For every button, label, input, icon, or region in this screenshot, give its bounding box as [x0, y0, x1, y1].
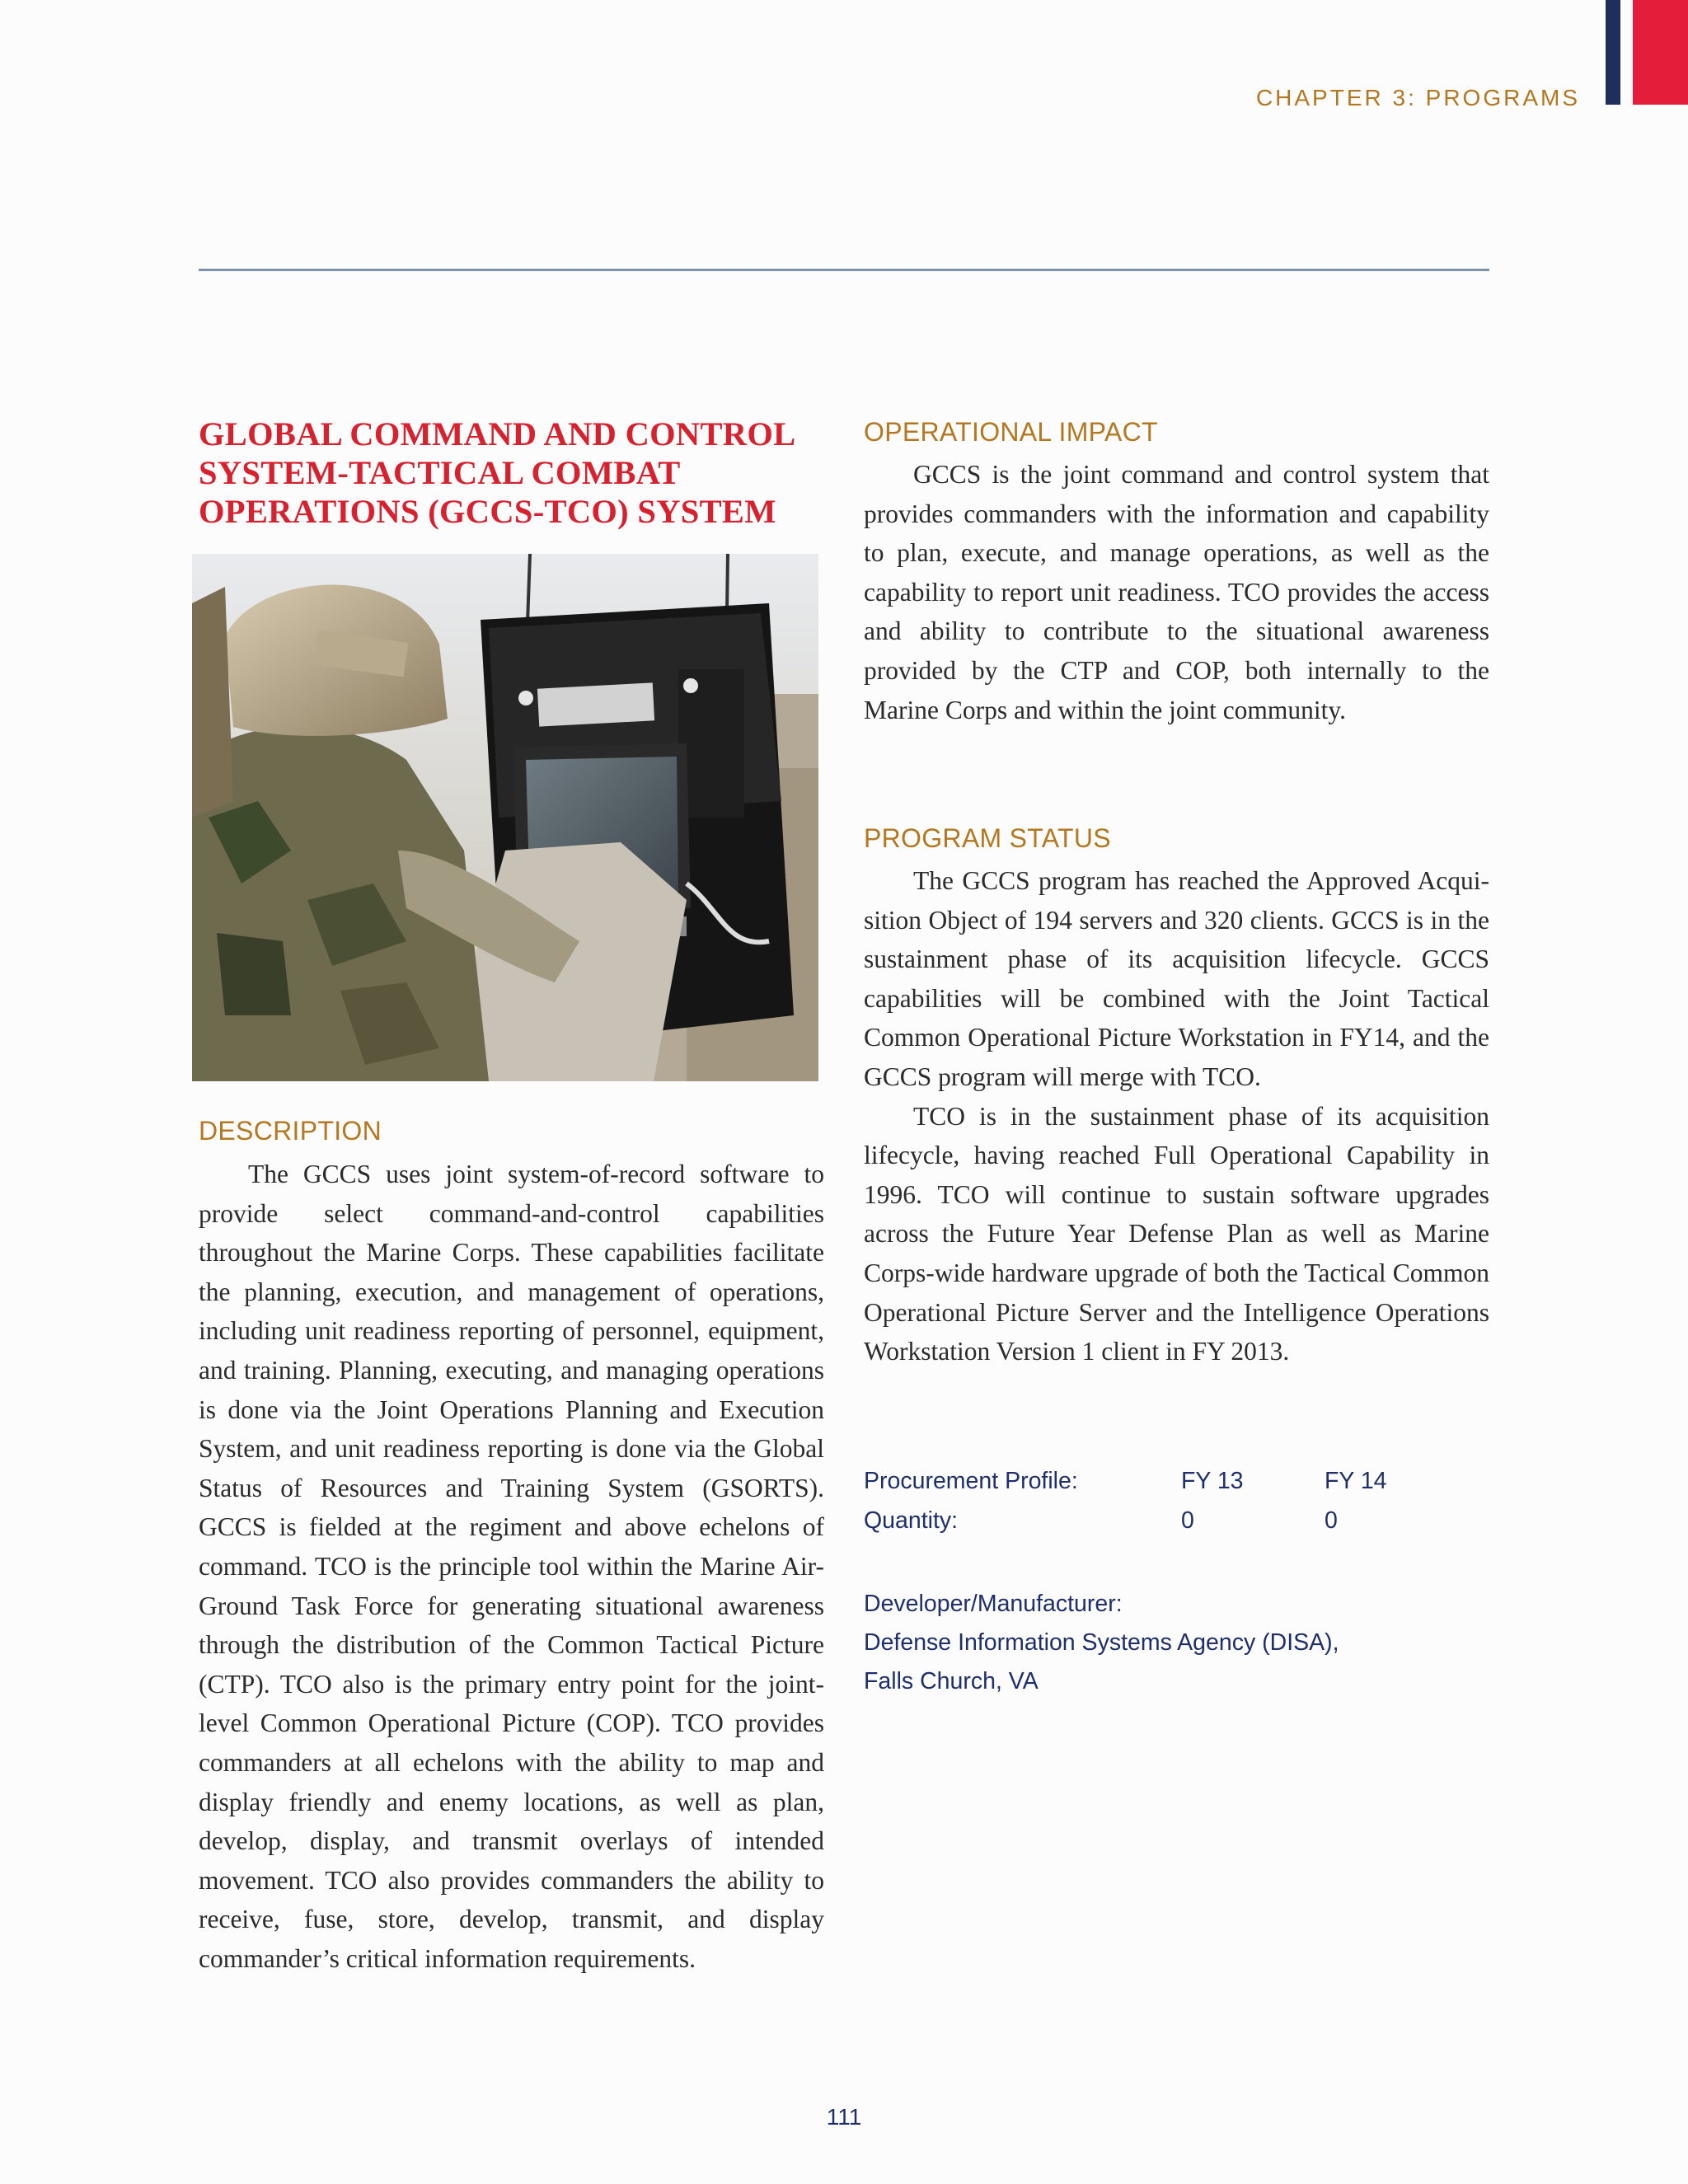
photo-marine-at-terminal-icon [192, 554, 818, 1081]
procurement-quantity-row [864, 1507, 1490, 1545]
operational-impact-paragraph: GCCS is the joint command and control system that provides commanders with the information and capability to plan, execute, and manage operations, as well as the capability to report unit readiness. TCO provides the access and ability to contribute to the situational awareness provided by the CTP and COP, both internally to the Marine Corps and within the joint community. [864, 460, 1489, 724]
quantity-fy14: 0 [1325, 1507, 1338, 1534]
title-line: OPERATIONS (GCCS-TCO) SYSTEM [199, 493, 776, 530]
quantity-fy13: 0 [1181, 1507, 1194, 1534]
title-line: GLOBAL COMMAND AND CONTROL [199, 415, 796, 452]
developer-location: Falls Church, VA [864, 1668, 1039, 1694]
developer-label: Developer/Manufacturer: [864, 1591, 1123, 1617]
description-paragraph: The GCCS uses joint system-of-record software to provide select command-and-control capabilities throughout the Marine Corps. These capabilities facilitate the planning, execution, and management of operations, including unit readiness reporting of personnel, equipment, and training. Planning, executing, and managing operations is done via the Joint Operations Planning and Execution System, and unit readiness reporting is done via the Global Status of Resources and Training System (GSORTS). GCCS is fielded at the regiment and above echelons of command. TCO is the principle tool within the Marine Air-Ground Task Force for generating situational awareness through the distribution of the Common Tactical Picture (CTP). TCO also is the primary entry point for the joint-level Common Operational Picture (COP). TCO provides commanders at all echelons with the ability to map and display friendly and enemy locations, as well as plan, develop, display, and transmit overlays of intended movement. TCO also provides commanders the ability to receive, fuse, store, develop, transmit, and display commander’s critical information requirements. [199, 1160, 824, 1973]
program-photo [192, 554, 818, 1081]
program-status-paragraph: The GCCS program has reached the Approved Acquisition Object of 194 servers and 320 clients. GCCS is in the sustainment phase of its acquisition lifecycle. GCCS capabilities will be combined with the Joint Tactical Common Operational Picture Workstation in FY14, and the GCCS program will merge with TCO. [864, 866, 1489, 1091]
developer-block [864, 1585, 1339, 1701]
procurement-label: Procurement Profile: [864, 1468, 1078, 1494]
page-number: 111 [826, 2104, 862, 2130]
program-status-heading: PROGRAM STATUS [864, 823, 1111, 853]
flag-stripe-blue [1606, 0, 1620, 105]
operational-impact-body [864, 455, 1489, 729]
procurement-fy13: FY 13 [1181, 1468, 1244, 1494]
header-divider [199, 269, 1489, 271]
procurement-fy14: FY 14 [1325, 1468, 1387, 1494]
flag-stripe-red [1633, 0, 1688, 105]
developer-name: Defense Information Systems Agency (DISA), [864, 1629, 1339, 1656]
description-heading: DESCRIPTION [199, 1116, 382, 1146]
title-line: SYSTEM-TACTICAL COMBAT [199, 454, 681, 491]
description-body [199, 1155, 824, 1978]
chapter-header: CHAPTER 3: PROGRAMS [1255, 85, 1580, 110]
procurement-header-row [864, 1468, 1490, 1506]
page-title [199, 415, 825, 531]
operational-impact-heading: OPERATIONAL IMPACT [864, 417, 1158, 447]
quantity-label: Quantity: [864, 1507, 959, 1534]
program-status-paragraph: TCO is in the sustainment phase of its acquisition lifecycle, having reached Full Operational Capability in 1996. TCO will continue to sustain software upgrades across the Future Year Defense Plan as well as Marine Corps-wide hardware upgrade of both the Tactical Common Operational Picture Server and the Intelligence Operations Workstation Version 1 client in FY 2013. [864, 1101, 1489, 1366]
program-status-body [864, 861, 1489, 1371]
